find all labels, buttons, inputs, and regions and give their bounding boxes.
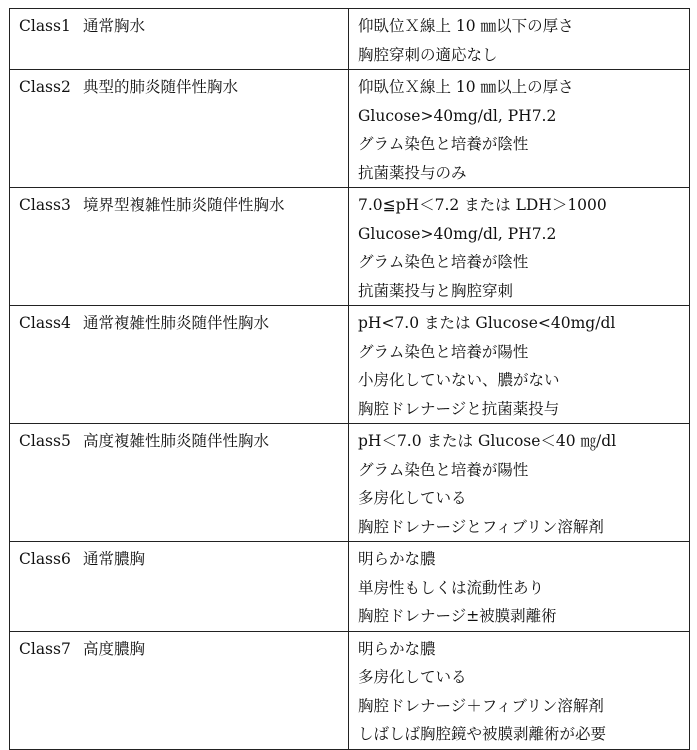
criteria-line: 明らかな膿	[358, 639, 436, 658]
class-cell	[10, 9, 349, 70]
class-cell	[10, 188, 349, 306]
criteria-cell	[349, 70, 690, 188]
criteria-line: 7.0≦pH＜7.2 または LDH＞1000	[358, 196, 607, 214]
class-name: 典型的肺炎随伴性胸水	[83, 78, 239, 96]
class-name: 通常胸水	[83, 17, 146, 35]
criteria-line: 胸腔ドレナージとフィブリン溶解剤	[358, 517, 604, 536]
class-cell	[10, 631, 349, 749]
class-id: Class4	[19, 314, 71, 332]
class-id: Class1	[19, 17, 71, 35]
criteria-line: Glucose>40mg/dl, PH7.2	[358, 224, 557, 243]
table-body	[10, 9, 690, 750]
criteria-line: グラム染色と培養が陰性	[358, 253, 529, 271]
criteria-cell	[349, 9, 690, 70]
criteria-line: 多房化している	[358, 668, 467, 686]
class-cell	[10, 542, 349, 632]
criteria-line: 胸腔穿刺の適応なし	[358, 45, 498, 64]
criteria-line: 抗菌薬投与と胸腔穿刺	[358, 281, 514, 300]
class-name: 高度複雑性肺炎随伴性胸水	[83, 432, 270, 450]
class-name: 通常複雑性肺炎随伴性胸水	[83, 314, 270, 332]
criteria-line: 単房性もしくは流動性あり	[358, 578, 545, 597]
class-name: 境界型複雑性肺炎随伴性胸水	[83, 196, 285, 214]
criteria-cell	[349, 306, 690, 424]
criteria-line: 多房化している	[358, 489, 467, 507]
criteria-line: 胸腔ドレナージと抗菌薬投与	[358, 399, 560, 418]
table-row	[10, 306, 690, 424]
table-row	[10, 424, 690, 542]
class-name: 通常膿胸	[83, 550, 146, 568]
criteria-line: Glucose>40mg/dl, PH7.2	[358, 106, 557, 125]
table-row	[10, 9, 690, 70]
criteria-line: しばしば胸腔鏡や被膜剥離術が必要	[358, 725, 607, 743]
criteria-line: 明らかな膿	[358, 550, 436, 568]
class-cell	[10, 306, 349, 424]
criteria-cell	[349, 542, 690, 632]
class-name: 高度膿胸	[83, 639, 146, 658]
table-row	[10, 631, 690, 749]
criteria-cell	[349, 631, 690, 749]
class-id: Class6	[19, 550, 71, 568]
class-id: Class5	[19, 432, 71, 450]
criteria-line: 抗菌薬投与のみ	[358, 163, 467, 182]
criteria-line: グラム染色と培養が陽性	[358, 342, 529, 361]
criteria-line: 仰臥位Ｘ線上 10 ㎜以上の厚さ	[358, 78, 574, 96]
table-row	[10, 70, 690, 188]
criteria-line: 胸腔ドレナージ＋フィブリン溶解剤	[358, 696, 604, 715]
criteria-line: pH＜7.0 または Glucose＜40 ㎎/dl	[358, 432, 617, 450]
class-id: Class7	[19, 639, 71, 658]
criteria-line: pH<7.0 または Glucose<40mg/dl	[358, 314, 616, 332]
criteria-line: グラム染色と培養が陽性	[358, 460, 529, 479]
criteria-cell	[349, 424, 690, 542]
criteria-line: 仰臥位Ｘ線上 10 ㎜以下の厚さ	[358, 17, 574, 35]
class-id: Class3	[19, 196, 71, 214]
class-cell	[10, 70, 349, 188]
criteria-line: グラム染色と培養が陰性	[358, 135, 529, 153]
criteria-cell	[349, 188, 690, 306]
criteria-line: 胸腔ドレナージ±被膜剥離術	[358, 607, 557, 625]
table-row	[10, 542, 690, 632]
criteria-line: 小房化していない、膿がない	[358, 371, 560, 389]
classification-table	[9, 8, 690, 750]
table-row	[10, 188, 690, 306]
class-cell	[10, 424, 349, 542]
class-id: Class2	[19, 78, 71, 96]
